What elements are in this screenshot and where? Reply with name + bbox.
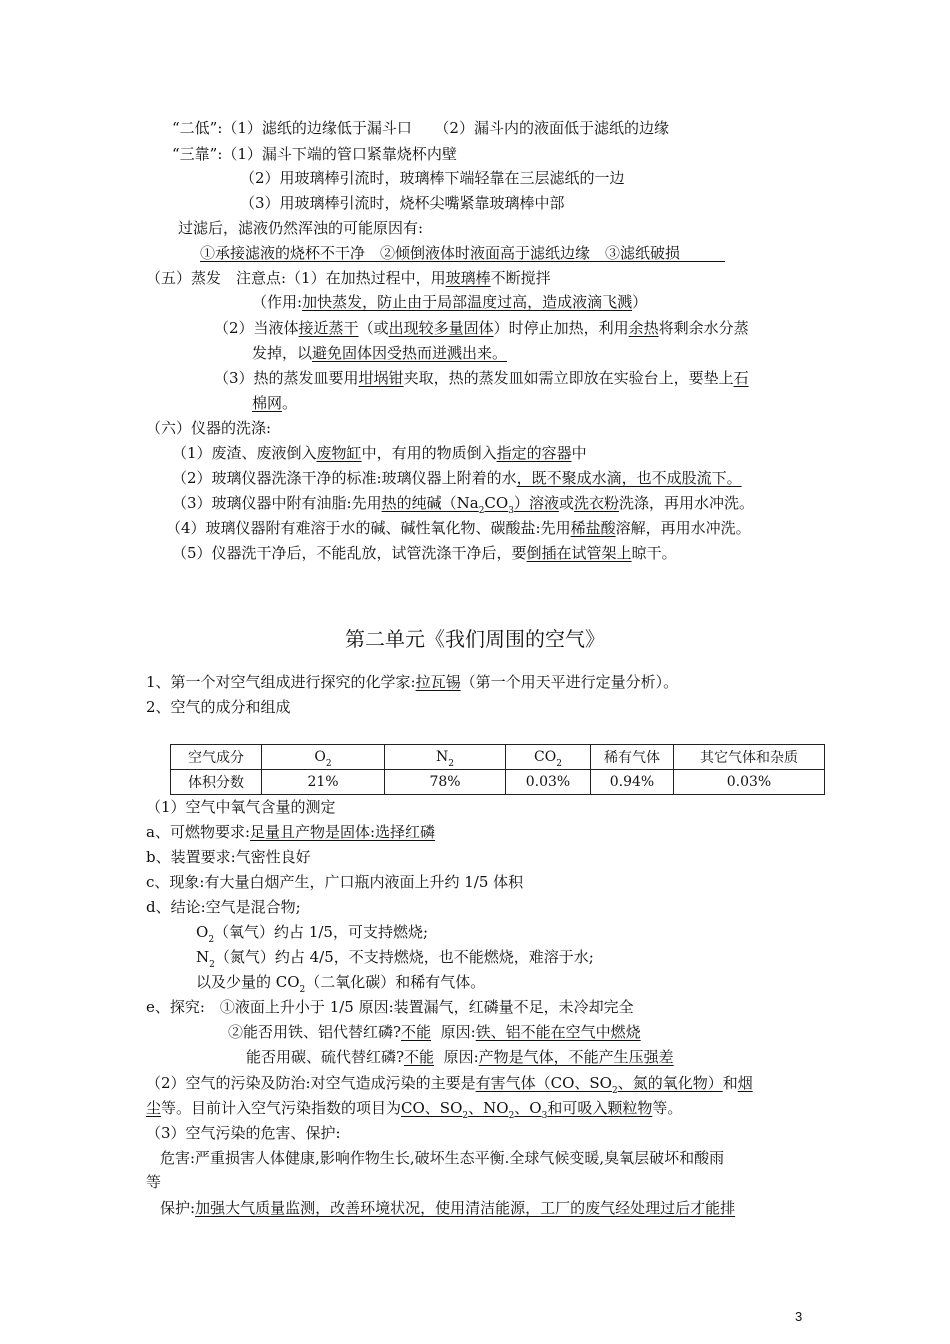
- conclusion-oxygen: $O_2$（氧气）约占 1/5，可支持燃烧;: [196, 923, 429, 945]
- turbid-heading: 过滤后，滤液仍然浑浊的可能原因有:: [178, 219, 424, 237]
- page-number: 3: [795, 1309, 803, 1324]
- header-cell: $O_2$: [262, 745, 385, 770]
- table-cell: 0.03%: [506, 770, 591, 795]
- washing-line-4: （4）玻璃仪器附有难溶于水的碱、碱性氧化物、碳酸盐:先用稀盐酸溶解，再用水冲洗。: [166, 519, 751, 537]
- header-cell: $N_2$: [385, 745, 506, 770]
- evaporation-line-2: （作用:加快蒸发，防止由于局部温度过高，造成液滴飞溅）: [252, 293, 648, 311]
- oxygen-test-b: b、装置要求:气密性良好: [146, 848, 311, 866]
- header-cell: $CO_2$: [506, 745, 591, 770]
- header-cell: 稀有气体: [591, 745, 674, 770]
- pollution-line-2: 尘等。目前计入空气污染指数的项目为CO、$SO_2$、$NO_2$、$O_3$和可吸入颗粒物等。: [146, 1099, 683, 1121]
- evaporation-line-3: （2）当液体接近蒸干（或出现较多量固体）时停止加热，利用余热将剩余水分蒸: [214, 319, 749, 337]
- table-cell: 0.94%: [591, 770, 674, 795]
- three-lean-line-3: （3）用玻璃棒引流时，烧杯尖嘴紧靠玻璃棒中部: [240, 194, 565, 212]
- evaporation-line-6: 棉网。: [252, 394, 298, 412]
- header-cell: 空气成分: [171, 745, 262, 770]
- oxygen-test-d: d、结论:空气是混合物;: [146, 898, 301, 916]
- conclusion-nitrogen: $N_2$（氮气）约占 4/5，不支持燃烧，也不能燃烧，难溶于水;: [196, 948, 594, 970]
- air-point-2: 2、空气的成分和组成: [146, 698, 291, 716]
- pollution-line-1: （2）空气的污染及防治:对空气造成污染的主要是有害气体（CO、$SO_2$、氮的氧化物）和烟: [146, 1074, 753, 1096]
- evaporation-line-1: （五）蒸发 注意点:（1）在加热过程中，用玻璃棒不断搅拌: [146, 269, 551, 287]
- oxygen-test-e1: e、探究: ①液面上升小于 1/5 原因:装置漏气，红磷量不足，未冷却完全: [146, 998, 634, 1016]
- table-cell: 78%: [385, 770, 506, 795]
- oxygen-test-e2: ②能否用铁、铝代替红磷?不能 原因:铁、铝不能在空气中燃烧: [228, 1023, 641, 1041]
- pollution-harm: 危害:严重损害人体健康,影响作物生长,破坏生态平衡.全球气候变暖,臭氧层破坏和酸雨: [160, 1149, 725, 1167]
- table-row: [171, 770, 825, 795]
- three-lean-line-2: （2）用玻璃棒引流时，玻璃棒下端轻靠在三层滤纸的一边: [240, 169, 625, 187]
- oxygen-test-heading: （1）空气中氧气含量的测定: [146, 798, 336, 816]
- conclusion-others: 以及少量的 $CO_2$（二氧化碳）和稀有气体。: [196, 973, 486, 995]
- two-low-line: “二低”:（1）滤纸的边缘低于漏斗口 （2）漏斗内的液面低于滤纸的边缘: [172, 119, 669, 137]
- table-cell: 21%: [262, 770, 385, 795]
- air-point-1: 1、第一个对空气组成进行探究的化学家:拉瓦锡（第一个用天平进行定量分析）。: [146, 673, 679, 691]
- turbid-reasons: ①承接滤液的烧杯不干净 ②倾倒液体时液面高于滤纸边缘 ③滤纸破损: [200, 244, 726, 262]
- evaporation-line-4: 发掉，以避免固体因受热而迸溅出来。: [252, 344, 508, 362]
- washing-line-1: （1）废渣、废液倒入废物缸中，有用的物质倒入指定的容器中: [172, 444, 587, 462]
- three-lean-line-1: “三靠”:（1）漏斗下端的管口紧靠烧杯内壁: [172, 145, 457, 163]
- table-header-row: [171, 745, 825, 770]
- unit-title: 第二单元《我们周围的空气》: [345, 627, 605, 651]
- washing-line-2: （2）玻璃仪器洗涤干净的标准:玻璃仪器上附着的水，既不聚成水滴，也不成股流下。: [172, 469, 742, 487]
- air-composition-table: [170, 744, 825, 795]
- washing-line-3: （3）玻璃仪器中附有油脂:先用热的纯碱$(Na_2CO_3)$溶液或洗衣粉洗涤，再用水冲洗。: [172, 494, 754, 516]
- evaporation-line-5: （3）热的蒸发皿要用坩埚钳夹取，热的蒸发皿如需立即放在实验台上，要垫上石: [214, 369, 749, 387]
- oxygen-test-c: c、现象:有大量白烟产生，广口瓶内液面上升约 1/5 体积: [146, 873, 524, 891]
- oxygen-test-a: a、可燃物要求:足量且产物是固体:选择红磷: [146, 823, 436, 841]
- table-cell: 体积分数: [171, 770, 262, 795]
- pollution-protection: 保护:加强大气质量监测，改善环境状况，使用清洁能源，工厂的废气经处理过后才能排: [160, 1199, 736, 1217]
- washing-line-5: （5）仪器洗干净后，不能乱放，试管洗涤干净后，要倒插在试管架上晾干。: [172, 544, 677, 562]
- table-cell: 0.03%: [674, 770, 825, 795]
- pollution-harm-cont: 等: [146, 1173, 162, 1191]
- oxygen-test-e3: 能否用碳、硫代替红磷?不能 原因:产物是气体，不能产生压强差: [246, 1048, 674, 1066]
- washing-heading: （六）仪器的洗涤:: [146, 419, 272, 437]
- pollution-line-3: （3）空气污染的危害、保护:: [146, 1124, 341, 1142]
- header-cell: 其它气体和杂质: [674, 745, 825, 770]
